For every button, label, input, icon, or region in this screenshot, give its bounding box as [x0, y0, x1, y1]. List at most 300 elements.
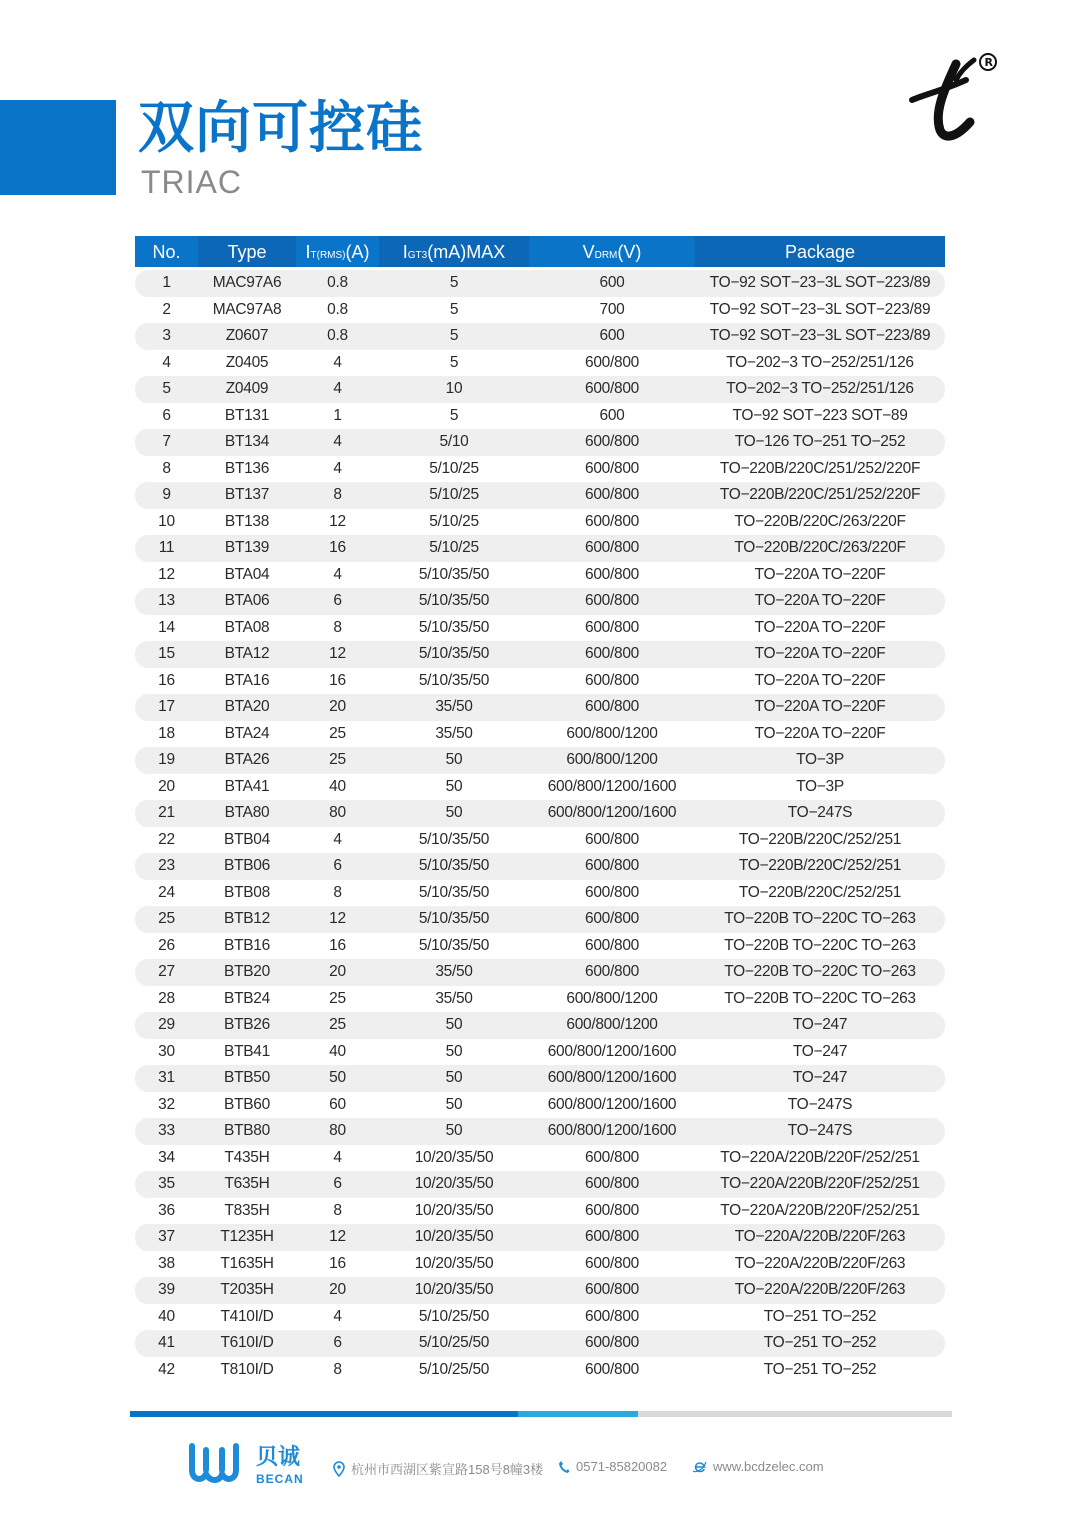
cell-type: BTB24 — [224, 989, 270, 1007]
cell-igt: 10/20/35/50 — [414, 1175, 494, 1193]
cell-no: 20 — [158, 777, 175, 795]
cell-type: T810I/D — [220, 1360, 274, 1378]
cell-igt: 35/50 — [435, 963, 473, 981]
table-row — [135, 1224, 945, 1251]
cell-vdrm: 600/800 — [585, 883, 639, 901]
cell-type: BT131 — [224, 406, 270, 424]
cell-package: TO−251 TO−252 — [763, 1334, 877, 1352]
table-row — [135, 1012, 945, 1039]
cell-package: TO−220A/220B/220F/263 — [734, 1281, 906, 1299]
cell-no: 39 — [158, 1281, 175, 1299]
cell-no: 2 — [162, 300, 171, 318]
table-row — [135, 1039, 945, 1066]
cell-package: TO−220A/220B/220F/252/251 — [720, 1175, 920, 1193]
cell-no: 31 — [158, 1069, 175, 1087]
table-row — [135, 986, 945, 1013]
cell-it: 4 — [333, 1307, 342, 1325]
table-row — [135, 668, 945, 695]
location-pin-icon — [333, 1461, 345, 1477]
cell-it: 40 — [329, 777, 346, 795]
table-row — [135, 323, 945, 350]
cell-igt: 5/10/35/50 — [418, 857, 490, 875]
cell-type: BTA24 — [224, 724, 270, 742]
table-row — [135, 1198, 945, 1225]
cell-no: 16 — [158, 671, 175, 689]
cell-type: BTB50 — [224, 1069, 270, 1087]
cell-it: 80 — [329, 804, 346, 822]
cell-package: TO−220A TO−220F — [754, 645, 886, 663]
cell-package: TO−92 SOT−23−3L SOT−223/89 — [709, 327, 931, 345]
table-body — [135, 270, 945, 1383]
cell-no: 3 — [162, 327, 171, 345]
cell-igt: 10/20/35/50 — [414, 1201, 494, 1219]
cell-package: TO−247 — [792, 1042, 848, 1060]
cell-no: 14 — [158, 618, 175, 636]
cell-it: 40 — [329, 1042, 346, 1060]
footer-divider-light — [518, 1411, 638, 1417]
cell-it: 16 — [329, 671, 346, 689]
col-package: Package — [695, 236, 945, 267]
cell-vdrm: 600/800 — [585, 1228, 639, 1246]
cell-package: TO−92 SOT−23−3L SOT−223/89 — [709, 274, 931, 292]
cell-it: 0.8 — [327, 274, 348, 292]
cell-it: 16 — [329, 1254, 346, 1272]
cell-vdrm: 600/800 — [585, 433, 639, 451]
cell-it: 80 — [329, 1122, 346, 1140]
cell-type: BT134 — [224, 433, 270, 451]
cell-it: 8 — [333, 1360, 342, 1378]
table-row — [135, 429, 945, 456]
cell-package: TO−220A/220B/220F/263 — [734, 1254, 906, 1272]
becan-logo-icon — [186, 1440, 248, 1486]
table-row — [135, 1118, 945, 1145]
cell-igt: 50 — [445, 1122, 463, 1140]
cell-vdrm: 600/800 — [585, 1201, 639, 1219]
table-row — [135, 1065, 945, 1092]
cell-no: 40 — [158, 1307, 175, 1325]
cell-package: TO−220A TO−220F — [754, 698, 886, 716]
cell-no: 7 — [162, 433, 171, 451]
cell-it: 8 — [333, 486, 342, 504]
cell-no: 33 — [158, 1122, 175, 1140]
cell-no: 26 — [158, 936, 175, 954]
cell-package: TO−220A/220B/220F/263 — [734, 1228, 906, 1246]
cell-igt: 5/10/35/50 — [418, 618, 490, 636]
cell-package: TO−220B/220C/263/220F — [734, 539, 906, 557]
cell-vdrm: 600/800/1200/1600 — [547, 1122, 677, 1140]
cell-igt: 5 — [449, 353, 459, 371]
cell-vdrm: 600/800 — [585, 486, 639, 504]
cell-no: 18 — [158, 724, 175, 742]
table-row — [135, 1357, 945, 1384]
cell-no: 5 — [162, 380, 171, 398]
cell-vdrm: 600/800 — [585, 857, 639, 875]
cell-igt: 5/10/35/50 — [418, 565, 490, 583]
footer-phone: 0571-85820082 — [558, 1459, 667, 1474]
cell-package: TO−247S — [787, 1095, 853, 1113]
cell-igt: 5/10/35/50 — [418, 645, 490, 663]
cell-no: 30 — [158, 1042, 175, 1060]
table-row — [135, 1304, 945, 1331]
cell-igt: 5/10/25/50 — [418, 1334, 490, 1352]
footer-brand-cn: 贝诚 — [256, 1445, 301, 1470]
col-igt: I $_{GT3}$ (mA)MAX — [379, 236, 529, 267]
cell-it: 6 — [333, 857, 342, 875]
cell-type: BTA04 — [224, 565, 270, 583]
table-row — [135, 1171, 945, 1198]
cell-type: BTB06 — [224, 857, 270, 875]
cell-igt: 50 — [445, 1016, 463, 1034]
cell-package: TO−247S — [787, 804, 853, 822]
cell-it: 20 — [329, 1281, 346, 1299]
cell-it: 12 — [329, 1228, 346, 1246]
cell-type: BTB12 — [224, 910, 270, 928]
cell-no: 21 — [158, 804, 175, 822]
cell-igt: 35/50 — [435, 989, 473, 1007]
cell-igt: 50 — [445, 804, 463, 822]
cell-igt: 5 — [449, 327, 459, 345]
cell-it: 4 — [333, 433, 342, 451]
cell-package: TO−220B/220C/251/252/220F — [719, 459, 921, 477]
cell-igt: 5/10/25/50 — [418, 1360, 490, 1378]
cell-vdrm: 600/800 — [585, 459, 639, 477]
table-row — [135, 535, 945, 562]
cell-it: 0.8 — [327, 327, 348, 345]
cell-no: 24 — [158, 883, 175, 901]
col-vdrm: V $_{DRM}$ (V) — [582, 241, 642, 262]
cell-type: BT139 — [224, 539, 270, 557]
cell-package: TO−220B/220C/263/220F — [734, 512, 906, 530]
cell-package: TO−126 TO−251 TO−252 — [734, 433, 906, 451]
cell-vdrm: 600/800 — [585, 592, 639, 610]
cell-vdrm: 600/800 — [585, 1254, 639, 1272]
cell-type: T2035H — [220, 1281, 274, 1299]
cell-type: T835H — [224, 1201, 270, 1219]
cell-no: 9 — [162, 486, 171, 504]
cell-package: TO−220A TO−220F — [754, 724, 886, 742]
table-row — [135, 482, 945, 509]
cell-igt: 5/10/35/50 — [418, 671, 490, 689]
cell-vdrm: 600/800 — [585, 698, 639, 716]
cell-type: MAC97A8 — [212, 300, 282, 318]
table-row — [135, 774, 945, 801]
cell-package: TO−251 TO−252 — [763, 1360, 877, 1378]
cell-type: BTA26 — [224, 751, 270, 769]
cell-no: 6 — [162, 406, 171, 424]
cell-package: TO−92 SOT−223 SOT−89 — [732, 406, 908, 424]
cell-igt: 50 — [445, 1095, 463, 1113]
cell-it: 4 — [333, 565, 342, 583]
cell-vdrm: 600/800/1200 — [566, 724, 658, 742]
cell-package: TO−220A TO−220F — [754, 671, 886, 689]
cell-igt: 50 — [445, 777, 463, 795]
col-no: No. — [152, 241, 181, 262]
cell-igt: 5/10/25 — [429, 459, 479, 477]
cell-package: TO−247 — [792, 1069, 848, 1087]
table-row — [135, 376, 945, 403]
cell-igt: 50 — [445, 1042, 463, 1060]
cell-igt: 5/10/25 — [429, 486, 479, 504]
cell-package: TO−202−3 TO−252/251/126 — [726, 353, 914, 371]
table-row — [135, 933, 945, 960]
cell-type: BTB16 — [224, 936, 270, 954]
triac-table — [135, 236, 945, 1383]
cell-vdrm: 600/800 — [585, 565, 639, 583]
cell-vdrm: 700 — [599, 300, 625, 318]
cell-vdrm: 600/800 — [585, 910, 639, 928]
table-row — [135, 747, 945, 774]
cell-no: 29 — [158, 1016, 175, 1034]
cell-igt: 10/20/35/50 — [414, 1254, 494, 1272]
brand-logo-icon — [904, 50, 1004, 150]
cell-no: 38 — [158, 1254, 175, 1272]
cell-package: TO−220A TO−220F — [754, 592, 886, 610]
cell-no: 41 — [158, 1334, 175, 1352]
table-row — [135, 270, 945, 297]
table-row — [135, 1330, 945, 1357]
cell-it: 8 — [333, 1201, 342, 1219]
cell-it: 25 — [329, 989, 346, 1007]
cell-package: TO−220B TO−220C TO−263 — [724, 910, 916, 928]
cell-vdrm: 600/800 — [585, 1148, 639, 1166]
table-row — [135, 1251, 945, 1278]
cell-it: 50 — [329, 1069, 346, 1087]
cell-vdrm: 600/800 — [585, 963, 639, 981]
cell-package: TO−202−3 TO−252/251/126 — [726, 380, 914, 398]
cell-package: TO−220B TO−220C TO−263 — [724, 936, 916, 954]
cell-igt: 5/10/25/50 — [418, 1307, 490, 1325]
table-row — [135, 350, 945, 377]
cell-it: 25 — [329, 751, 346, 769]
cell-it: 4 — [333, 1148, 342, 1166]
cell-type: T635H — [224, 1175, 270, 1193]
cell-no: 35 — [158, 1175, 175, 1193]
cell-type: BTB20 — [224, 963, 270, 981]
cell-type: Z0607 — [225, 327, 269, 345]
cell-vdrm: 600 — [599, 274, 625, 292]
table-row — [135, 880, 945, 907]
cell-igt: 10 — [445, 380, 463, 398]
cell-no: 28 — [158, 989, 175, 1007]
cell-package: TO−220A TO−220F — [754, 565, 886, 583]
table-row — [135, 403, 945, 430]
cell-igt: 10/20/35/50 — [414, 1148, 494, 1166]
table-row — [135, 588, 945, 615]
cell-no: 42 — [158, 1360, 175, 1378]
footer-brand-en: BECAN — [256, 1472, 304, 1486]
table-row — [135, 827, 945, 854]
cell-vdrm: 600/800/1200 — [566, 751, 658, 769]
cell-type: BTB41 — [224, 1042, 270, 1060]
table-row — [135, 1092, 945, 1119]
cell-vdrm: 600/800/1200 — [566, 1016, 658, 1034]
cell-type: BTA20 — [224, 698, 270, 716]
cell-type: T435H — [224, 1148, 270, 1166]
cell-igt: 5/10/35/50 — [418, 883, 490, 901]
cell-vdrm: 600/800 — [585, 936, 639, 954]
cell-type: Z0405 — [225, 353, 269, 371]
cell-package: TO−247S — [787, 1122, 853, 1140]
cell-it: 12 — [329, 910, 346, 928]
cell-type: BTB80 — [224, 1122, 270, 1140]
cell-package: TO−220B TO−220C TO−263 — [724, 989, 916, 1007]
cell-igt: 5/10 — [439, 433, 469, 451]
cell-vdrm: 600/800 — [585, 671, 639, 689]
cell-type: BTA12 — [224, 645, 270, 663]
cell-type: T1635H — [220, 1254, 274, 1272]
cell-type: BTB26 — [224, 1016, 270, 1034]
cell-igt: 5/10/35/50 — [418, 830, 490, 848]
cell-type: BTA16 — [224, 671, 270, 689]
cell-it: 4 — [333, 459, 342, 477]
cell-igt: 5 — [449, 300, 459, 318]
cell-no: 27 — [158, 963, 175, 981]
cell-igt: 5/10/35/50 — [418, 910, 490, 928]
table-row — [135, 641, 945, 668]
cell-vdrm: 600/800 — [585, 1334, 639, 1352]
footer-divider-blue — [130, 1411, 518, 1417]
cell-package: TO−220B TO−220C TO−263 — [724, 963, 916, 981]
cell-vdrm: 600/800/1200/1600 — [547, 1042, 677, 1060]
cell-it: 4 — [333, 353, 342, 371]
cell-vdrm: 600/800/1200/1600 — [547, 1069, 677, 1087]
footer-website[interactable]: www.bcdzelec.com — [692, 1459, 824, 1474]
cell-no: 34 — [158, 1148, 175, 1166]
col-it: I $_{T(RMS)}$ (A) — [305, 241, 370, 262]
cell-package: TO−92 SOT−23−3L SOT−223/89 — [709, 300, 931, 318]
table-row — [135, 800, 945, 827]
cell-package: TO−3P — [796, 777, 844, 795]
cell-no: 11 — [158, 539, 175, 557]
cell-no: 12 — [158, 565, 175, 583]
cell-no: 10 — [158, 512, 175, 530]
cell-no: 36 — [158, 1201, 175, 1219]
cell-type: T410I/D — [220, 1307, 274, 1325]
cell-type: T1235H — [220, 1228, 274, 1246]
cell-package: TO−247 — [792, 1016, 848, 1034]
cell-type: Z0409 — [225, 380, 269, 398]
phone-icon — [558, 1460, 570, 1474]
cell-it: 6 — [333, 1334, 342, 1352]
cell-type: BTA06 — [224, 592, 270, 610]
cell-it: 60 — [329, 1095, 346, 1113]
cell-package: TO−220A/220B/220F/252/251 — [720, 1201, 920, 1219]
table-row — [135, 509, 945, 536]
cell-no: 4 — [162, 353, 171, 371]
page-title: 双向可控硅 — [138, 96, 423, 161]
cell-no: 25 — [158, 910, 175, 928]
cell-package: TO−220B/220C/252/251 — [738, 857, 902, 875]
cell-it: 25 — [329, 1016, 346, 1034]
cell-vdrm: 600/800 — [585, 1307, 639, 1325]
cell-it: 8 — [333, 883, 342, 901]
table-row — [135, 1145, 945, 1172]
cell-igt: 5/10/25 — [429, 512, 479, 530]
cell-it: 25 — [329, 724, 346, 742]
cell-it: 6 — [333, 592, 342, 610]
cell-package: TO−220B/220C/251/252/220F — [719, 486, 921, 504]
svg-text:R: R — [984, 56, 993, 69]
cell-package: TO−3P — [796, 751, 844, 769]
cell-vdrm: 600/800 — [585, 618, 639, 636]
cell-vdrm: 600/800/1200/1600 — [547, 804, 677, 822]
table-row — [135, 853, 945, 880]
cell-it: 12 — [329, 645, 346, 663]
cell-it: 4 — [333, 380, 342, 398]
cell-igt: 10/20/35/50 — [414, 1281, 494, 1299]
cell-vdrm: 600/800/1200/1600 — [547, 777, 677, 795]
cell-vdrm: 600/800/1200/1600 — [547, 1095, 677, 1113]
footer-divider-gray — [638, 1411, 952, 1417]
cell-package: TO−220B/220C/252/251 — [738, 883, 902, 901]
cell-package: TO−220A/220B/220F/252/251 — [720, 1148, 920, 1166]
table-row — [135, 297, 945, 324]
table-row — [135, 562, 945, 589]
cell-igt: 50 — [445, 751, 463, 769]
cell-type: MAC97A6 — [212, 274, 282, 292]
header-accent-block — [0, 100, 116, 195]
cell-vdrm: 600/800 — [585, 645, 639, 663]
cell-vdrm: 600/800/1200 — [566, 989, 658, 1007]
table-row — [135, 906, 945, 933]
cell-it: 6 — [333, 1175, 342, 1193]
cell-no: 8 — [162, 459, 171, 477]
table-row — [135, 1277, 945, 1304]
cell-type: BTB60 — [224, 1095, 270, 1113]
cell-it: 8 — [333, 618, 342, 636]
web-icon — [692, 1459, 707, 1474]
cell-type: BTB04 — [224, 830, 270, 848]
table-row — [135, 456, 945, 483]
cell-type: BTA08 — [224, 618, 270, 636]
cell-igt: 35/50 — [435, 724, 473, 742]
table-row — [135, 615, 945, 642]
cell-no: 22 — [158, 830, 175, 848]
table-row — [135, 694, 945, 721]
cell-no: 37 — [158, 1228, 175, 1246]
cell-type: T610I/D — [220, 1334, 274, 1352]
cell-vdrm: 600/800 — [585, 512, 639, 530]
cell-no: 17 — [158, 698, 175, 716]
cell-igt: 5 — [449, 274, 459, 292]
cell-type: BT138 — [224, 512, 270, 530]
cell-igt: 5/10/25 — [429, 539, 479, 557]
cell-no: 19 — [158, 751, 175, 769]
cell-type: BTA41 — [224, 777, 270, 795]
cell-it: 4 — [333, 830, 342, 848]
cell-package: TO−220A TO−220F — [754, 618, 886, 636]
cell-vdrm: 600/800 — [585, 1360, 639, 1378]
cell-type: BT137 — [224, 486, 270, 504]
cell-vdrm: 600 — [599, 327, 625, 345]
cell-igt: 5 — [449, 406, 459, 424]
cell-no: 23 — [158, 857, 175, 875]
cell-no: 1 — [162, 274, 171, 292]
col-type: Type — [198, 236, 296, 267]
cell-vdrm: 600/800 — [585, 830, 639, 848]
cell-igt: 5/10/35/50 — [418, 936, 490, 954]
cell-vdrm: 600/800 — [585, 539, 639, 557]
cell-vdrm: 600 — [599, 406, 625, 424]
cell-it: 16 — [329, 539, 346, 557]
cell-vdrm: 600/800 — [585, 1175, 639, 1193]
table-row — [135, 721, 945, 748]
cell-no: 15 — [158, 645, 175, 663]
cell-it: 0.8 — [327, 300, 348, 318]
cell-package: TO−251 TO−252 — [763, 1307, 877, 1325]
table-header — [135, 236, 945, 267]
cell-it: 20 — [329, 963, 346, 981]
